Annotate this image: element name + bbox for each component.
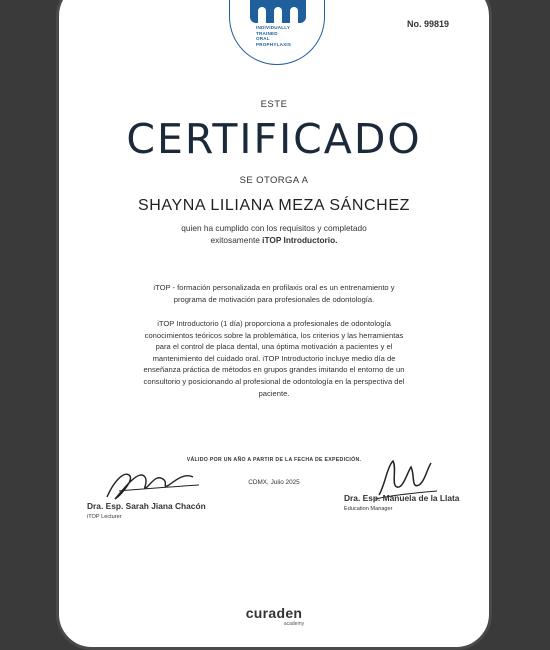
recipient-name: SHAYNA LILIANA MEZA SÁNCHEZ bbox=[138, 197, 410, 214]
itop-logo bbox=[229, 0, 325, 65]
curaden-logo: curaden bbox=[245, 605, 303, 621]
completion-line-1: quien ha cumplido con los requisitos y completado bbox=[181, 223, 367, 233]
curaden-academy-label: academy bbox=[283, 621, 305, 627]
certificate-card bbox=[56, 0, 492, 650]
certificate-title: CERTIFICADO bbox=[126, 115, 422, 163]
itop-logo-mark bbox=[250, 0, 306, 23]
validity-note: VÁLIDO POR UN AÑO A PARTIR DE LA FECHA DE EXPEDICIÓN. bbox=[186, 457, 362, 463]
signature-right-role: Education Manager bbox=[344, 506, 393, 512]
itop-logo-text: INDIVIDUALLY TRAINED ORAL PROPHYLAXIS bbox=[256, 25, 292, 47]
description-paragraph-1: iTOP - formación personalizada en profilaxis oral es un entrenamiento y programa de motivación para profesionales de odontología. bbox=[153, 283, 395, 304]
heading-este: ESTE bbox=[260, 99, 288, 110]
heading-otorga: SE OTORGA A bbox=[239, 175, 309, 186]
signature-right-name: Dra. Esp. Manuela de la Llata bbox=[344, 493, 460, 503]
description-paragraph-2: iTOP Introductorio (1 día) proporciona a profesionales de odontología conocimientos teóricos sobre la problemática, los criterios y las herramientas para el control de placa dental, una óptima motivación a pacientes y el mantenimiento del cuidado oral. iTOP Introductorio incluye medio día de enseñanza práctica de métodos en grupos grandes imitando el entorno de un consultorio y posicionando al profesional de odontología en la perspectiva del paciente. bbox=[143, 319, 405, 398]
signature-left-role: iTOP Lecturer bbox=[87, 514, 122, 520]
completion-line-2: exitosamente iTOP Introductorio. bbox=[210, 235, 338, 245]
signature-left-image bbox=[99, 461, 209, 506]
certificate-number: No. 99819 bbox=[406, 19, 449, 29]
signature-left-name: Dra. Esp. Sarah Jiana Chacón bbox=[87, 501, 206, 511]
place-date: CDMX, Julio 2025 bbox=[248, 479, 300, 486]
